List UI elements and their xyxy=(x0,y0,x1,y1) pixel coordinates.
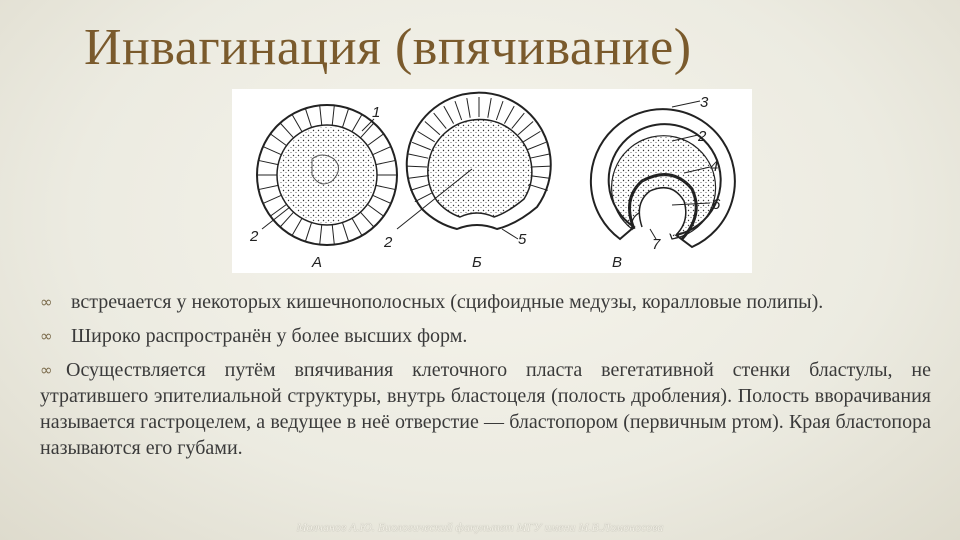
label-c-7: 7 xyxy=(652,236,661,253)
invagination-stages-drawing xyxy=(232,89,752,273)
stage-a-blastula xyxy=(249,104,397,271)
label-b-2: 2 xyxy=(384,234,393,251)
label-a-1: 1 xyxy=(372,104,381,121)
label-c-2: 2 xyxy=(698,128,707,145)
slide-title: Инвагинация (впячивание) xyxy=(84,19,692,76)
panel-c-letter: В xyxy=(612,254,623,271)
embryo-diagram xyxy=(232,89,752,273)
bullet-list xyxy=(40,289,931,469)
bullet-swirl-icon: ∞ xyxy=(40,361,53,379)
bullet-text: встречается у некоторых кишечнополосных (сцифоидные медузы, коралловые полипы). xyxy=(66,291,824,313)
stage-c-gastrula xyxy=(591,94,735,271)
panel-a-letter: А xyxy=(312,254,323,271)
label-c-6: 6 xyxy=(712,196,721,213)
bullet-item xyxy=(40,357,931,461)
bullet-swirl-icon: ∞ xyxy=(40,327,53,345)
bullet-item xyxy=(40,289,931,315)
slide-footer: Молчанов А.Ю. Биологический факультет МГУ имени М.В.Ломоносова xyxy=(296,520,664,534)
stage-b-early-invagination xyxy=(383,93,551,271)
bullet-item xyxy=(40,323,931,349)
label-c-4: 4 xyxy=(710,158,719,175)
bullet-text: Широко распространён у более высших форм. xyxy=(66,325,468,347)
label-a-2: 2 xyxy=(250,228,259,245)
bullet-text: Осуществляется путём впячивания клеточного пласта вегетативной стенки бластулы, не утратившего эпителиальной структуры, внутрь бластоцеля (полость дробления). Полость вворачивания называется гастроцелем, а ведущее в неё отверстие — бластопором (первичным ртом). Края бластопора называются его губами. xyxy=(40,359,931,459)
label-b-5: 5 xyxy=(518,231,527,248)
label-c-3: 3 xyxy=(700,94,709,111)
panel-b-letter: Б xyxy=(472,254,482,271)
bullet-swirl-icon: ∞ xyxy=(40,293,53,311)
